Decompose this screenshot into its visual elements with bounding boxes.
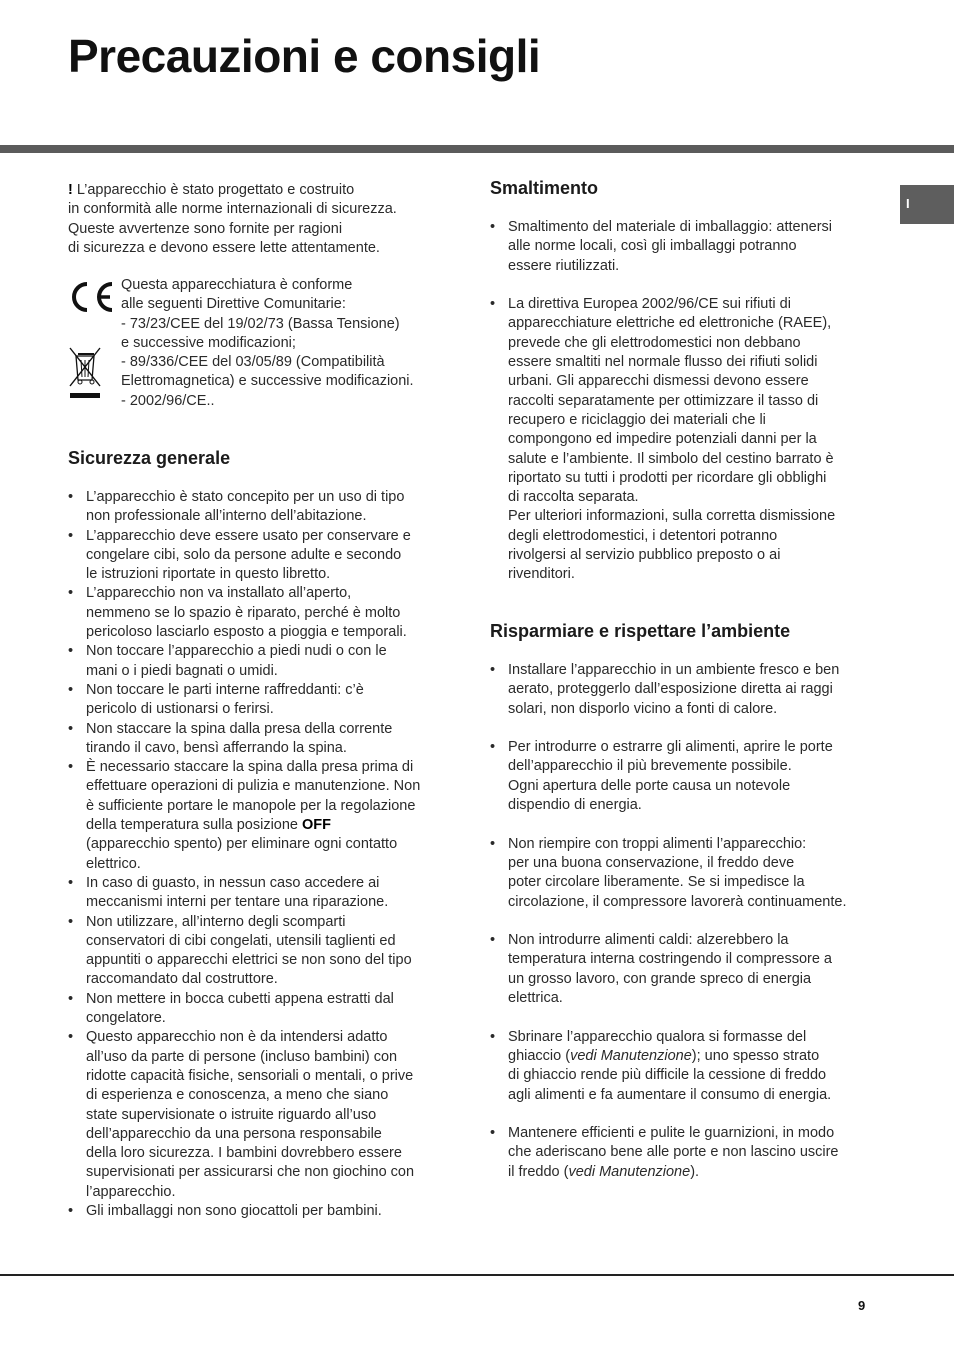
item-line: di raccolta separata. [508, 489, 639, 506]
item-line: Ogni apertura delle porte causa un notevole [508, 777, 791, 794]
item-text: ghiaccio ( [508, 1047, 571, 1064]
item-line: • Installare l’apparecchio in un ambiente fresco e ben [508, 662, 840, 678]
section-heading-risparmiare: Risparmiare e rispettare l’ambiente [490, 621, 791, 641]
item-line: • Non toccare le parti interne raffreddanti: c’è [86, 681, 364, 698]
item-line: • Gli imballaggi non sono giocattoli per bambini. [86, 1202, 382, 1219]
item-line: pericoloso lasciarlo esposto a pioggia e temporali. [86, 624, 407, 641]
item-line: temperatura interna costringendo il compressore a [508, 951, 832, 968]
item-line: essere riutilizzati. [508, 257, 620, 274]
intro-paragraph [68, 181, 438, 258]
item-line: • L’apparecchio è stato concepito per un uso di tipo [86, 489, 405, 505]
item-line: pericolo di ustionarsi o ferirsi. [86, 701, 274, 718]
item-line: raccomandato dal costruttore. [86, 971, 278, 988]
item-line: è sufficiente portare le manopole per la regolazione [86, 797, 416, 814]
item-line: • Non riempire con troppi alimenti l’apparecchio: [508, 835, 807, 852]
item-line: alle norme locali, così gli imballaggi potranno [508, 238, 797, 255]
list-item [490, 835, 870, 912]
item-line: dispendio di energia. [508, 797, 642, 814]
item-line: congelatore. [86, 1010, 166, 1027]
list-item [68, 720, 448, 759]
item-line: l’apparecchio. [86, 1183, 176, 1200]
item-line: • Non utilizzare, all’interno degli scomparti [86, 913, 346, 930]
warning-mark: ! [68, 182, 73, 198]
item-line: della loro sicurezza. I bambini dovrebbero essere [86, 1145, 402, 1162]
item-line: • Non mettere in bocca cubetti appena estratti dal [86, 990, 394, 1007]
smaltimento-list [490, 218, 870, 585]
list-item [68, 758, 448, 874]
ce-line: Elettromagnetica) e successive modificazioni. [121, 373, 414, 390]
item-line: tirando il cavo, bensì afferrando la spina. [86, 739, 347, 756]
list-item [490, 295, 870, 584]
list-item [490, 931, 870, 1008]
intro-line: in conformità alle norme internazionali di sicurezza. [68, 201, 397, 218]
item-line: dell’apparecchio da una persona responsabile [86, 1125, 382, 1142]
item-line: conservatori di cibi congelati, utensili taglienti ed [86, 932, 396, 949]
item-line: congelare cibi, solo da persone adulte e secondo [86, 546, 402, 563]
item-line: di ghiaccio rende più difficile la cessione di freddo [508, 1067, 827, 1084]
item-line: • Smaltimento del materiale di imballaggio: attenersi [508, 219, 832, 235]
item-line: apparecchiature elettriche ed elettroniche (RAEE), [508, 315, 832, 332]
page-number: 9 [858, 1298, 866, 1313]
list-item [68, 1202, 448, 1221]
ce-line: - 89/336/CEE del 03/05/89 (Compatibilità [121, 354, 385, 371]
item-line: recupero e riciclaggio dei materiali che li [508, 411, 766, 428]
list-item [68, 584, 448, 642]
off-label: OFF [302, 817, 332, 834]
item-line: che aderiscano bene alle porte e non lascino uscire [508, 1144, 839, 1161]
list-item [490, 738, 870, 815]
item-text: il freddo ( [508, 1163, 569, 1180]
item-line: meccanismi interni per tentare una riparazione. [86, 894, 389, 911]
item-line: mani o i piedi bagnati o umidi. [86, 662, 278, 679]
item-line: nemmeno se lo spazio è riparato, perché è molto [86, 604, 401, 621]
item-line: • È necessario staccare la spina dalla presa prima di [86, 759, 414, 776]
crossed-bin-icon [68, 346, 102, 402]
item-line: circolazione, il compressore lavorerà continuamente. [508, 893, 847, 910]
cross-reference: vedi Manutenzione [568, 1163, 691, 1180]
item-line: prevede che gli elettrodomestici non debbano [508, 334, 801, 351]
item-line: poter circolare liberamente. Se si impedisce la [508, 874, 805, 891]
item-line: elettrica. [508, 990, 563, 1007]
ce-line: - 73/23/CEE del 19/02/73 (Bassa Tensione) [121, 315, 400, 332]
item-line: • Per introdurre o estrarre gli alimenti, aprire le porte [508, 739, 833, 756]
list-item [490, 1028, 870, 1105]
list-item [490, 1124, 870, 1182]
list-item [68, 527, 448, 585]
item-line: • Sbrinare l’apparecchio qualora si formasse del [508, 1028, 807, 1045]
cross-reference: vedi Manutenzione [570, 1047, 692, 1064]
item-line: degli elettrodomestici, i detentori potranno [508, 527, 778, 544]
item-line: • Questo apparecchio non è da intendersi adatto [86, 1029, 388, 1046]
item-line: rivenditori. [508, 566, 575, 583]
list-item [68, 874, 448, 913]
language-tab: I [900, 185, 954, 224]
item-line: • Mantenere efficienti e pulite le guarnizioni, in modo [508, 1125, 835, 1142]
section-heading-sicurezza: Sicurezza generale [68, 448, 231, 468]
list-item [68, 990, 448, 1029]
list-item [68, 913, 448, 990]
item-line [508, 1163, 870, 1182]
item-line: di esperienza e conoscenza, a meno che siano [86, 1087, 389, 1104]
item-line: solari, non disporlo vicino a fonti di calore. [508, 700, 778, 717]
item-line: elettrico. [86, 855, 141, 872]
item-line: • L’apparecchio non va installato all’aperto, [86, 585, 352, 602]
item-line: salute e l’ambiente. Il simbolo del cestino barrato è [508, 450, 834, 467]
item-line: riportato su tutti i prodotti per ricordare gli obblighi [508, 469, 827, 486]
item-line: rivolgersi al servizio pubblico preposto o ai [508, 547, 781, 564]
ce-line: alle seguenti Direttive Comunitarie: [121, 296, 346, 313]
sicurezza-list [68, 488, 448, 1221]
item-line: urbani. Gli apparecchi dismessi devono essere [508, 373, 809, 390]
item-line: effettuare operazioni di pulizia e manutenzione. Non [86, 778, 421, 795]
list-item [68, 1028, 448, 1202]
item-line: un grosso lavoro, con grande spreco di energia [508, 970, 812, 987]
item-line: • Non introdurre alimenti caldi: alzerebbero la [508, 932, 789, 949]
item-line: • La direttiva Europea 2002/96/CE sui rifiuti di [508, 296, 791, 313]
item-line: agli alimenti e fa aumentare il consumo di energia. [508, 1086, 832, 1103]
ce-directives-text [121, 276, 451, 411]
item-line: compongono ed impedire potenziali danni per la [508, 431, 817, 448]
item-line [508, 1047, 870, 1066]
list-item [490, 218, 870, 276]
item-line: • L’apparecchio deve essere usato per conservare e [86, 527, 411, 544]
ce-mark-icon [68, 280, 116, 314]
item-line: state supervisionate o istruite riguardo all’uso [86, 1106, 377, 1123]
item-line: aerato, proteggerlo dall’esposizione diretta ai raggi [508, 681, 833, 698]
item-line: (apparecchio spento) per eliminare ogni contatto [86, 836, 398, 853]
item-line: le istruzioni riportate in questo libretto. [86, 566, 331, 583]
item-line: appuntiti o apparecchi elettrici se non sono del tipo [86, 952, 412, 969]
section-heading-smaltimento: Smaltimento [490, 178, 599, 198]
intro-line: L’apparecchio è stato progettato e costruito [72, 182, 355, 198]
item-line: raccolti separatamente per ottimizzare il tasso di [508, 392, 819, 409]
item-line: supervisionati per assicurarsi che non giochino con [86, 1164, 415, 1181]
intro-line: Queste avvertenze sono fornite per ragioni [68, 220, 343, 237]
item-line: non professionale all’interno dell’abitazione. [86, 508, 367, 525]
item-text: della temperatura sulla posizione [86, 817, 303, 834]
list-item [68, 681, 448, 720]
item-line: Per ulteriori informazioni, sulla corretta dismissione [508, 508, 836, 525]
ce-line: Questa apparecchiatura è conforme [121, 277, 353, 293]
item-line [86, 816, 448, 835]
item-line: • Non staccare la spina dalla presa della corrente [86, 720, 393, 737]
page-title: Precauzioni e consigli [68, 30, 541, 82]
item-line: all’uso da parte di persone (incluso bambini) con [86, 1048, 398, 1065]
item-text: ); uno spesso strato [691, 1047, 820, 1064]
ce-line: - 2002/96/CE.. [121, 392, 215, 409]
list-item [490, 661, 870, 719]
item-line: ridotte capacità fisiche, sensoriali o mentali, o prive [86, 1067, 414, 1084]
list-item [68, 488, 448, 527]
intro-line: di sicurezza e devono essere lette attentamente. [68, 239, 380, 256]
list-item [68, 642, 448, 681]
item-line: • Non toccare l’apparecchio a piedi nudi o con le [86, 643, 387, 660]
header-divider-bar [0, 145, 954, 153]
item-line: • In caso di guasto, in nessun caso accedere ai [86, 874, 380, 891]
risparmiare-list [490, 661, 870, 1182]
ce-line: e successive modificazioni; [121, 334, 296, 351]
item-text: ). [690, 1163, 700, 1180]
item-line: per una buona conservazione, il freddo deve [508, 854, 795, 871]
item-line: dell’apparecchio il più brevemente possibile. [508, 758, 792, 775]
item-line: essere smaltiti nel normale flusso dei rifiuti solidi [508, 354, 818, 371]
footer-divider [0, 1274, 954, 1276]
